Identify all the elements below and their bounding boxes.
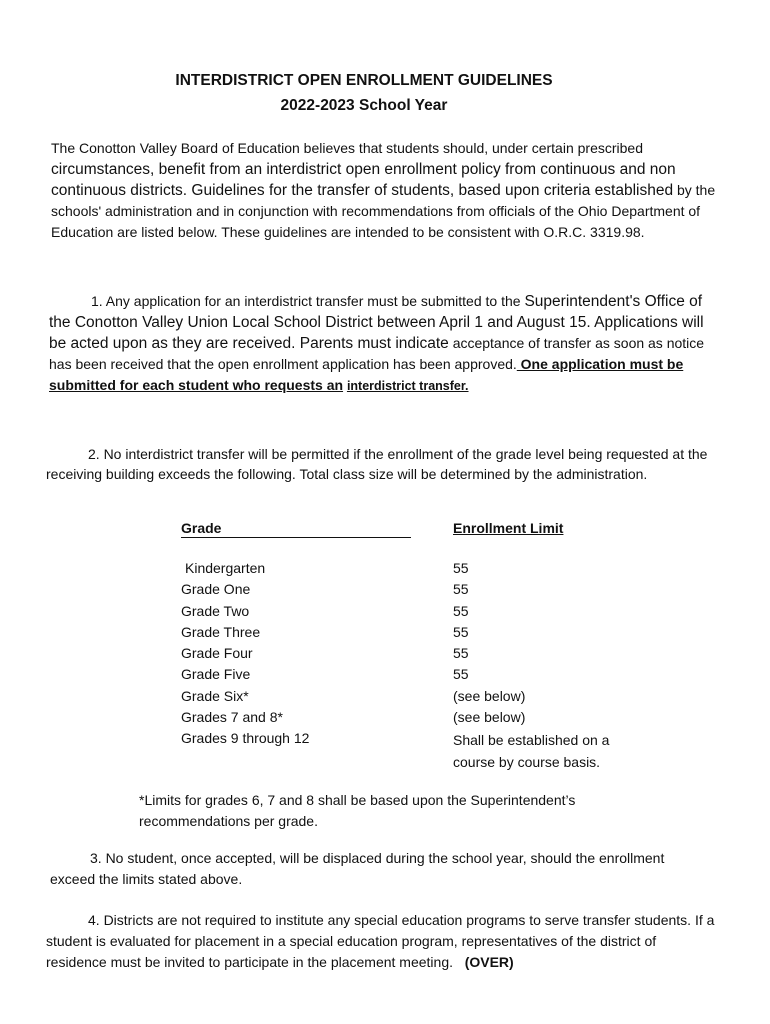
guideline-item-3 [50,848,690,890]
limit-cell: 55 [453,560,469,576]
grade-cell: Grade Three [181,623,261,640]
grade-cell: Grades 9 through 12 [181,730,310,747]
limit-cell: 55 [453,645,469,662]
over-marker: (OVER) [464,954,514,970]
intro-paragraph [51,138,721,243]
item1-text-a: 1. Any application for an interdistrict transfer must be submitted to the [91,293,521,309]
grade-limit-footnote: *Limits for grades 6, 7 and 8 shall be based upon the Superintendent’s recommendations per grade. [139,792,576,829]
table-row [181,581,641,602]
grade-cell: Grade Six* [181,687,249,704]
intro-text-c: by the schools' administration and in conjunction with recommendations from officials of the Ohio Department of Education are listed below. These guidelines are intended to be consistent with O.R.C. 3319.98. [51,182,716,240]
guideline-item-1 [49,291,709,397]
table-row [181,645,641,666]
guideline-item-2 [46,444,716,484]
table-row [181,709,641,730]
table-row [181,666,641,687]
item1-text-c: acceptance of transfer as soon as notice has been received that the open enrollment application has been approved. [49,335,705,372]
table-row [181,730,641,774]
limit-cell: 55 [453,581,469,598]
limit-column-header: Enrollment Limit [453,520,564,536]
grade-column-header: Grade [181,520,411,538]
table-body [181,560,641,774]
item3-text: 3. No student, once accepted, will be displaced during the school year, should the enrollment exceed the limits stated above. [50,850,665,887]
grade-cell: Grades 7 and 8* [181,709,283,726]
item2-text: 2. No interdistrict transfer will be permitted if the enrollment of the grade level being requested at the receiving building exceeds the following. Total class size will be determined by the administration. [46,446,708,482]
item4-text: 4. Districts are not required to institute any special education programs to serve transfer students. If a student is evaluated for placement in a special education program, representatives of the district of residence must be invited to participate in the placement meeting. [46,912,715,970]
limit-cell: Shall be established on a course by course basis. [453,732,610,770]
item1-text-b: Superintendent's Office of the Conotton Valley Union Local School District between April 1 and August 15. Applications will be acted upon as they are received. Parents must indicate [49,293,704,352]
table-row [181,560,641,581]
limit-cell: 55 [453,623,469,640]
grade-cell: Grade Two [181,602,250,619]
document-subtitle: 2022-2023 School Year [280,97,448,114]
limit-cell: 55 [453,602,469,619]
grade-cell: Grade Four [181,645,253,662]
item1-emphasis-end: interdistrict transfer. [346,379,469,393]
item1-emphasis: One application must be submitted for each student who requests an [49,356,684,393]
table-row [181,603,641,624]
guideline-item-4 [46,910,716,973]
document-title: INTERDISTRICT OPEN ENROLLMENT GUIDELINES [175,72,553,89]
table-row [181,624,641,645]
grade-cell: Grade One [181,581,251,598]
table-row [181,688,641,709]
limit-cell: (see below) [453,709,526,726]
intro-text-a: The Conotton Valley Board of Education believes that students should, under certain prescribed [51,140,643,156]
intro-text-b: circumstances, benefit from an interdistrict open enrollment policy from continuous and non continuous districts. Guidelines for the transfer of students, based upon criteria established [51,161,676,199]
limit-cell: (see below) [453,687,526,704]
limit-cell: 55 [453,666,469,683]
grade-cell: Kindergarten [185,560,266,576]
grade-cell: Grade Five [181,666,251,683]
